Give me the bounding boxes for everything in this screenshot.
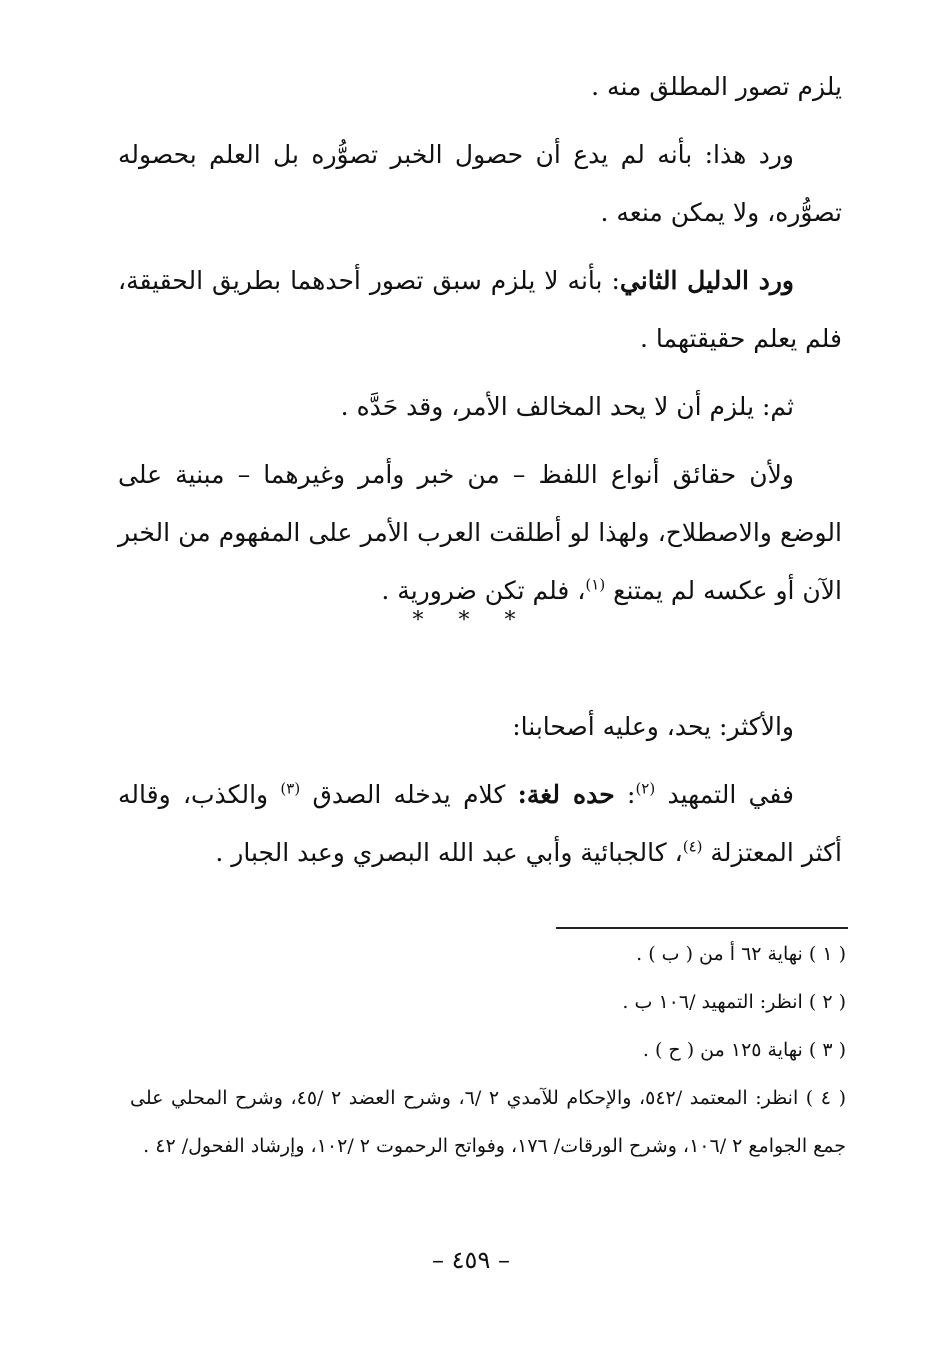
bold-term: حده لغة: [517,780,615,809]
paragraph-3: ورد الدليل الثاني: بأنه لا يلزم سبق تصور أحدهما بطريق الحقيقة، فلم يعلم حقيقتهما . [118,266,842,353]
main-text [118,58,842,892]
page-number: – ٤٥٩ – [432,1246,510,1274]
footnote-ref-1[interactable]: (١) [585,575,606,594]
paragraph-1: يلزم تصور المطلق منه . [591,72,842,101]
footnotes [130,930,846,1170]
paragraph-7: ففي التمهيد $^{(٢)}$: حده لغة: كلام يدخله الصدق $^{(٣)}$ والكذب، وقاله أكثر المعتزلة $^{(٤)}$، كالجبائية وأبي عبد الله البصري وعبد الجبار . [118,779,842,867]
footnote-1: ( ١ ) نهاية ٦٢ أ من ( ب ) . [636,943,846,965]
footnote-ref-2[interactable]: (٢) [635,779,656,798]
footnote-4: ( ٤ ) انظر: المعتمد /٥٤٢، والإحكام للآمدي ٢ /٦، وشرح العضد ٢ /٤٥، وشرح المحلي على جمع الجوامع ٢ /١٠٦، وشرح الورقات/ ١٧٦، وفواتح الرحموت ٢ /١٠٢، وإرشاد الفحول/ ٤٢ . [130,1087,846,1157]
footnote-ref-3[interactable]: (٣) [280,779,301,798]
section-divider-stars: * * * [412,608,530,633]
footnote-separator [556,927,848,929]
paragraph-5: ولأن حقائق أنواع اللفظ – من خبر وأمر وغيرهما – مبنية على الوضع والاصطلاح، ولهذا لو أطلقت العرب الأمر على المفهوم من الخبر الآن أو عكسه لم يمتنع $^{(١)}$، فلم تكن ضرورية . [118,460,842,605]
footnote-ref-4[interactable]: (٤) [682,837,703,856]
bold-heading: ورد الدليل الثاني [619,266,794,295]
stars-spacer [118,630,842,688]
footnote-2: ( ٢ ) انظر: التمهيد /١٠٦ ب . [622,991,846,1013]
paragraph-2: ورد هذا: بأنه لم يدع أن حصول الخبر تصوُّره بل العلم بحصوله تصوُّره، ولا يمكن منعه . [118,140,842,227]
paragraph-6: والأكثر: يحد، وعليه أصحابنا: [512,712,794,741]
footnote-3: ( ٣ ) نهاية ١٢٥ من ( ح ) . [642,1039,846,1061]
paragraph-4: ثم: يلزم أن لا يحد المخالف الأمر، وقد حَدَّه . [340,392,794,421]
